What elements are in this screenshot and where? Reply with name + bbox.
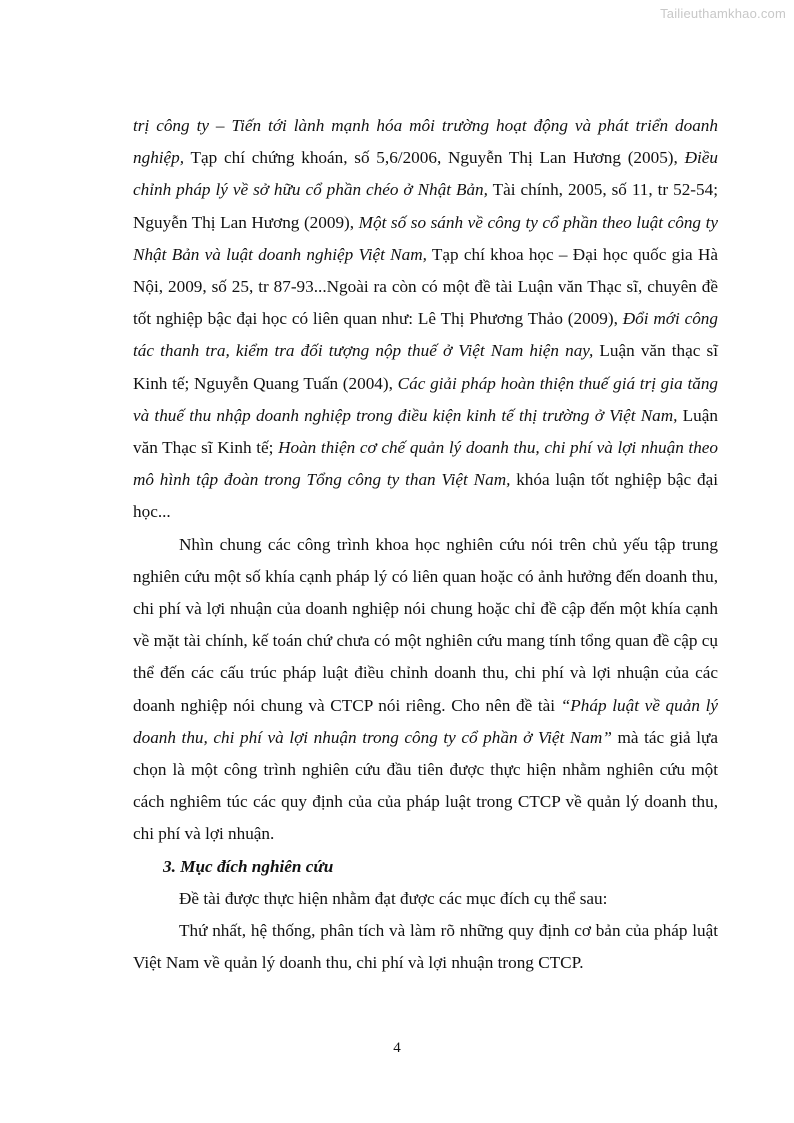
ref-title-6: Hoàn thiện cơ chế quản lý doanh thu, chi phí và lợi nhuận theo mô hình tập đoàn trong Tổng công ty than Việt Nam, xyxy=(133,438,719,490)
purpose-intro: Đề tài được thực hiện nhằm đạt được các mục đích cụ thể sau: xyxy=(179,888,608,908)
ref-text-5: Luận văn Thạc sĩ Kinh tế; xyxy=(133,405,718,458)
summary-text-1: Nhìn chung các công trình khoa học nghiên cứu nói trên chủ yếu tập trung nghiên cứu một số khía cạnh pháp lý có liên quan hoặc có ảnh hưởng đến doanh thu, chi phí và lợi nhuận của doanh nghiệp nói chung hoặc chỉ đề cập đến một khía cạnh về mặt tài chính, kế toán chứ chưa có một nghiên cứu mang tính tổng quan đề cập cụ thể đến các cấu trúc pháp luật điều chỉnh doanh thu, chi phí và lợi nhuận của các doanh nghiệp nói chung và CTCP nói riêng. Cho nên đề tài xyxy=(133,534,718,715)
ref-text-1: Tạp chí chứng khoán, số 5,6/2006, Nguyễn Thị Lan Hương (2005), xyxy=(184,148,685,168)
ref-title-3: Một số so sánh về công ty cổ phần theo luật công ty Nhật Bản và luật doanh nghiệp Việt Nam, xyxy=(133,212,718,264)
summary-paragraph xyxy=(133,529,718,851)
ref-text-6: khóa luận tốt nghiệp bậc đại học... xyxy=(133,470,718,522)
ref-text-3: Tạp chí khoa học – Đại học quốc gia Hà Nội, 2009, số 25, tr 87-93...Ngoài ra còn có một đề tài Luận văn Thạc sĩ, chuyên đề tốt nghiệp bậc đại học có liên quan như: Lê Thị Phương Thảo (2009), xyxy=(133,244,718,329)
section-heading: 3. Mục đích nghiên cứu xyxy=(163,856,334,876)
ref-text-4: Luận văn thạc sĩ Kinh tế; Nguyễn Quang Tuấn (2004), xyxy=(133,341,718,393)
thesis-title: “Pháp luật về quản lý doanh thu, chi phí và lợi nhuận trong công ty cổ phần ở Việt Nam” xyxy=(133,695,718,747)
watermark-text: Tailieuthamkhao.com xyxy=(660,6,786,21)
document-body xyxy=(133,110,718,979)
purpose-first: Thứ nhất, hệ thống, phân tích và làm rõ những quy định cơ bản của pháp luật Việt Nam về quản lý doanh thu, chi phí và lợi nhuận trong CTCP. xyxy=(133,921,718,973)
ref-title-4: Đổi mới công tác thanh tra, kiểm tra đối tượng nộp thuế ở Việt Nam hiện nay, xyxy=(133,309,718,361)
page-number: 4 xyxy=(393,1040,401,1056)
references-paragraph xyxy=(133,110,718,529)
ref-title-1: trị công ty – Tiến tới lành mạnh hóa môi trường hoạt động và phát triển doanh nghiệp, xyxy=(133,116,718,168)
ref-title-2: Điều chỉnh pháp lý về sở hữu cổ phần chéo ở Nhật Bản, xyxy=(133,148,718,200)
ref-text-2: Tài chính, 2005, số 11, tr 52-54; Nguyễn Thị Lan Hương (2009), xyxy=(133,180,718,232)
summary-text-2: mà tác giả lựa chọn là một công trình nghiên cứu đầu tiên được thực hiện nhằm nghiên cứu một cách nghiêm túc các quy định của của pháp luật trong CTCP về quản lý doanh thu, chi phí và lợi nhuận. xyxy=(133,727,718,844)
ref-title-5: Các giải pháp hoàn thiện thuế giá trị gia tăng và thuế thu nhập doanh nghiệp trong điều kiện kinh tế thị trường ở Việt Nam, xyxy=(133,373,719,425)
